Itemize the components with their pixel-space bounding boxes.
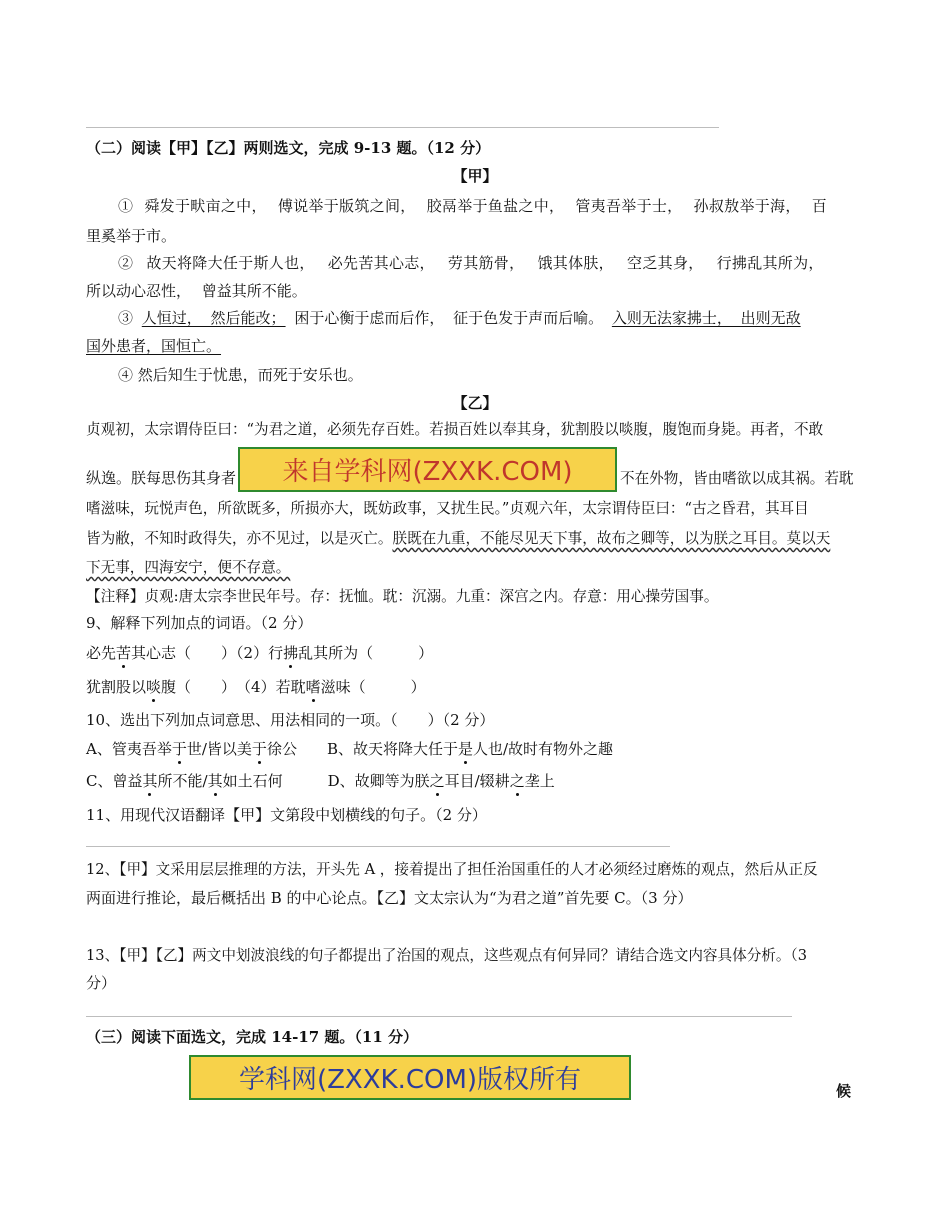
dotted-word: 拂: [283, 644, 299, 662]
dotted-word: 之: [429, 772, 445, 790]
jia-paragraph-1-cont: 里奚举于市。: [86, 227, 177, 245]
question-10-options-ab: [86, 738, 613, 759]
answer-line-11: [86, 846, 670, 847]
yi-line-2a: 纵逸。朕每思伤其身者: [86, 469, 237, 487]
dotted-word: 苦: [116, 644, 132, 662]
q10-text: 人也/故时有物外之趣: [472, 740, 614, 758]
question-10-options-cd: [86, 770, 555, 791]
jia-p3-lead: ③: [118, 309, 142, 327]
yi-line-2b: 不在外物，皆由嗜欲以成其祸。若耽: [620, 470, 854, 487]
underlined-sentence-2: 入则无法家拂士， 出则无敌: [611, 309, 801, 327]
dotted-word: 啖: [146, 678, 162, 696]
q10-text: 耳目/辍耕: [444, 772, 510, 790]
q10-text: 垄上: [524, 772, 555, 790]
question-13-line-2: 分）: [86, 974, 117, 992]
yi-line-4: [86, 527, 830, 548]
watermark-banner: [238, 447, 617, 492]
jia-heading: 【甲】: [452, 167, 498, 185]
q10-text: 世/皆以美: [186, 740, 252, 758]
dotted-word: 其: [207, 772, 223, 790]
yi-heading: 【乙】: [452, 394, 498, 412]
trailing-character: 候: [836, 1082, 852, 1100]
copyright-watermark-text: 学科网(ZXXK.COM)版权所有: [238, 1065, 582, 1095]
jia-p3-middle: 困于心衡于虑而后作， 征于色发于声而后喻。: [285, 309, 612, 327]
q9-text: 滋味（ ）: [320, 678, 426, 696]
jia-paragraph-2: ② 故天将降大任于斯人也， 必先苦其心志， 劳其筋骨， 饿其体肤， 空乏其身， 行拂乱其所为，: [118, 254, 824, 272]
wavy-sentence-cont: 下无事，四海安宁，便不存意。: [86, 559, 291, 576]
dotted-word: 于: [171, 740, 187, 758]
jia-paragraph-1: ① 舜发于畎亩之中， 傅说举于版筑之间， 胶鬲举于鱼盐之中， 管夷吾举于士， 孙叔敖举于海， 百: [118, 197, 828, 215]
bottom-divider: [86, 1016, 792, 1017]
copyright-watermark: [189, 1055, 631, 1100]
q9-text: 腹（ ） （4）若耽: [161, 678, 306, 696]
dotted-word: 是: [457, 740, 473, 758]
yi-line-3: 嗜滋味，玩悦声色，所欲既多，所损亦大，既妨政事，又扰生民。”贞观六年，太宗谓侍臣曰：“古之昏君，其耳目: [86, 500, 809, 517]
q10-text: 所不能/: [157, 772, 208, 790]
underlined-sentence-2-cont: 国外患者，国恒亡。: [86, 337, 222, 355]
dotted-word: 之: [509, 772, 525, 790]
section-title: （二）阅读【甲】【乙】两则选文，完成 9-13 题。（12 分）: [86, 139, 491, 157]
question-10: 10、选出下列加点词意思、用法相同的一项。（ ）（2 分）: [86, 711, 495, 729]
yi-line-4-text: 皆为敝，不知时政得失，亦不见过，以是灭亡。: [86, 530, 393, 547]
question-12-line-1: 12、【甲】文采用层层推理的方法，开头先 A ，接着提出了担任治国重任的人才必须经过磨炼的观点，然后从正反: [86, 861, 818, 878]
question-9: 9、解释下列加点的词语。（2 分）: [86, 614, 313, 632]
q9-text: 其心志（ ）（2）行: [131, 644, 284, 662]
question-13-line-1: 13、【甲】【乙】两文中划波浪线的句子都提出了治国的观点，这些观点有何异同？请结合选文内容具体分析。（3: [86, 947, 808, 964]
watermark-text: 来自学科网(ZXXK.COM): [282, 457, 573, 487]
yi-line-1: 贞观初，太宗谓侍臣曰：“为君之道，必须先存百姓。若损百姓以奉其身，犹割股以啖腹，腹饱而身毙。再者，不敢: [86, 421, 824, 438]
q9-text: 乱其所为（ ）: [298, 644, 434, 662]
q9-text: 必先: [86, 644, 117, 662]
jia-paragraph-4: ④ 然后知生于忧患，而死于安乐也。: [118, 366, 363, 384]
section-3-title: （三）阅读下面选文，完成 14-17 题。（11 分）: [86, 1028, 419, 1046]
q10-text: 徐公 B、故天将降大任于: [266, 740, 458, 758]
wavy-sentence: 朕既在九重，不能尽见天下事，故布之卿等，以为朕之耳目。莫以天: [392, 530, 831, 547]
jia-paragraph-3: [118, 307, 801, 328]
dotted-word: 嗜: [305, 678, 321, 696]
annotation-note: 【注释】贞观:唐太宗李世民年号。存：抚恤。耽：沉溺。九重：深宫之内。存意：用心操劳国事。: [86, 588, 719, 605]
question-9-items-1: [86, 642, 433, 663]
question-11: 11、用现代汉语翻译【甲】文第段中划横线的句子。（2 分）: [86, 806, 487, 824]
jia-paragraph-2-cont: 所以动心忍性， 曾益其所不能。: [86, 282, 307, 300]
dotted-word: 于: [251, 740, 267, 758]
q10-text: A、管夷吾举: [86, 740, 172, 758]
question-12-line-2: 两面进行推论，最后概括出 B 的中心论点。【乙】文太宗认为“为君之道”首先要 C。（3 分）: [86, 889, 693, 907]
top-divider: [86, 127, 719, 128]
underlined-sentence-1: 人恒过， 然后能改；: [141, 309, 286, 327]
dotted-word: 其: [142, 772, 158, 790]
q10-text: C、曾益: [86, 772, 143, 790]
q10-text: 如土石何 D、故卿等为朕: [222, 772, 430, 790]
question-9-items-2: [86, 676, 426, 697]
q9-text: 犹割股以: [86, 678, 147, 696]
